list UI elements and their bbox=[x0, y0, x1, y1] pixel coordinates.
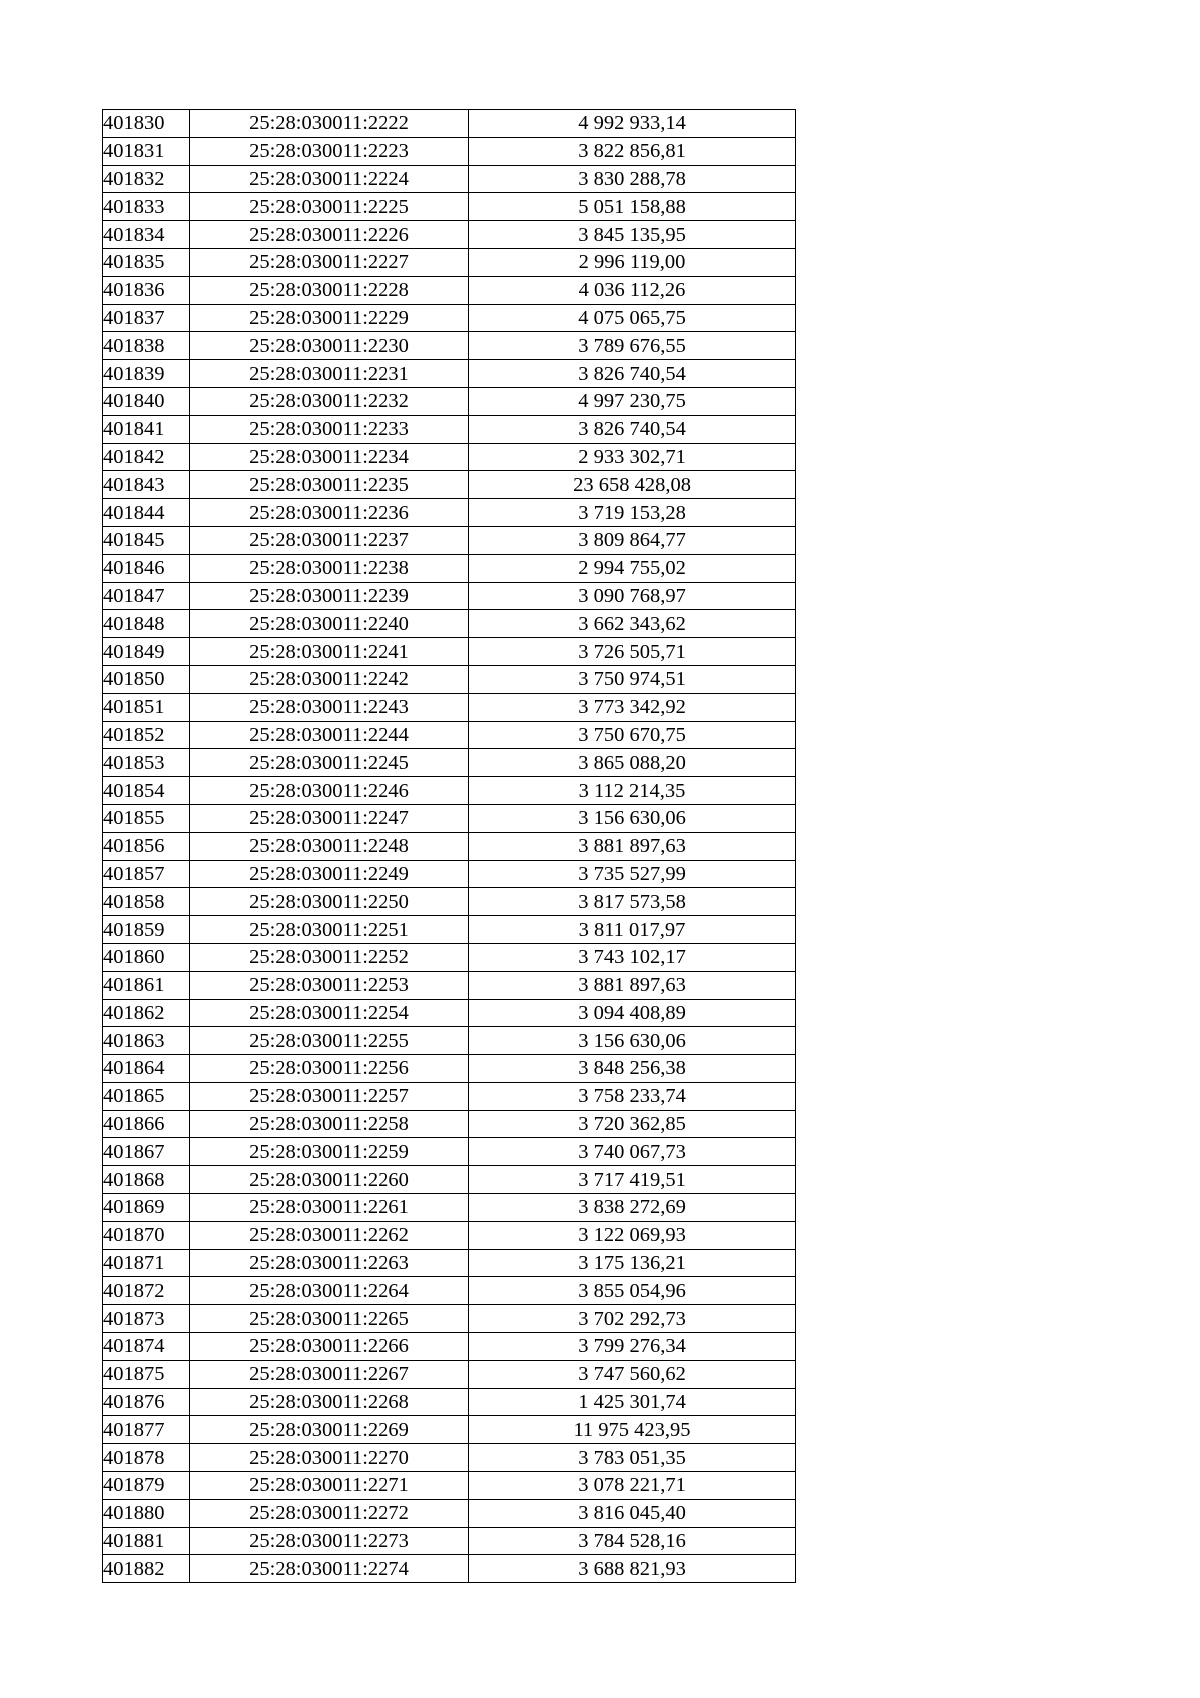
table-row bbox=[103, 1360, 796, 1388]
row-number-cell: 401861 bbox=[103, 971, 190, 999]
cadastral-number-cell: 25:28:030011:2236 bbox=[190, 499, 469, 527]
cadastral-number-cell: 25:28:030011:2270 bbox=[190, 1444, 469, 1472]
cadastral-number-cell: 25:28:030011:2231 bbox=[190, 360, 469, 388]
cadastral-number-cell: 25:28:030011:2230 bbox=[190, 332, 469, 360]
table-row bbox=[103, 193, 796, 221]
table-row bbox=[103, 665, 796, 693]
row-number-cell: 401872 bbox=[103, 1277, 190, 1305]
row-number-cell: 401848 bbox=[103, 610, 190, 638]
row-number-cell: 401865 bbox=[103, 1082, 190, 1110]
table-row bbox=[103, 1110, 796, 1138]
row-number-cell: 401850 bbox=[103, 665, 190, 693]
cadastral-value-cell: 23 658 428,08 bbox=[469, 471, 796, 499]
cadastral-number-cell: 25:28:030011:2265 bbox=[190, 1305, 469, 1333]
row-number-cell: 401853 bbox=[103, 749, 190, 777]
cadastral-number-cell: 25:28:030011:2232 bbox=[190, 387, 469, 415]
cadastral-number-cell: 25:28:030011:2271 bbox=[190, 1472, 469, 1500]
cadastral-value-cell: 3 688 821,93 bbox=[469, 1555, 796, 1583]
cadastral-number-cell: 25:28:030011:2267 bbox=[190, 1360, 469, 1388]
table-row bbox=[103, 582, 796, 610]
row-number-cell: 401867 bbox=[103, 1138, 190, 1166]
row-number-cell: 401863 bbox=[103, 1027, 190, 1055]
cadastral-value-cell: 2 933 302,71 bbox=[469, 443, 796, 471]
row-number-cell: 401840 bbox=[103, 387, 190, 415]
table-row bbox=[103, 804, 796, 832]
table-row bbox=[103, 1194, 796, 1222]
row-number-cell: 401835 bbox=[103, 248, 190, 276]
cadastral-value-cell: 3 826 740,54 bbox=[469, 415, 796, 443]
table-row bbox=[103, 832, 796, 860]
cadastral-value-cell: 3 175 136,21 bbox=[469, 1249, 796, 1277]
row-number-cell: 401876 bbox=[103, 1388, 190, 1416]
table-row bbox=[103, 221, 796, 249]
cadastral-value-cell: 3 090 768,97 bbox=[469, 582, 796, 610]
table-row bbox=[103, 971, 796, 999]
row-number-cell: 401845 bbox=[103, 526, 190, 554]
table-row bbox=[103, 1138, 796, 1166]
row-number-cell: 401859 bbox=[103, 916, 190, 944]
cadastral-value-cell: 3 789 676,55 bbox=[469, 332, 796, 360]
table-row bbox=[103, 1249, 796, 1277]
row-number-cell: 401846 bbox=[103, 554, 190, 582]
row-number-cell: 401832 bbox=[103, 165, 190, 193]
cadastral-value-cell: 3 156 630,06 bbox=[469, 1027, 796, 1055]
cadastral-number-cell: 25:28:030011:2252 bbox=[190, 943, 469, 971]
cadastral-number-cell: 25:28:030011:2269 bbox=[190, 1416, 469, 1444]
cadastral-number-cell: 25:28:030011:2240 bbox=[190, 610, 469, 638]
table-row bbox=[103, 1333, 796, 1361]
table-row bbox=[103, 248, 796, 276]
cadastral-value-cell: 5 051 158,88 bbox=[469, 193, 796, 221]
cadastral-value-cell: 3 662 343,62 bbox=[469, 610, 796, 638]
cadastral-number-cell: 25:28:030011:2255 bbox=[190, 1027, 469, 1055]
cadastral-value-cell: 3 735 527,99 bbox=[469, 860, 796, 888]
cadastral-value-cell: 3 799 276,34 bbox=[469, 1333, 796, 1361]
cadastral-number-cell: 25:28:030011:2253 bbox=[190, 971, 469, 999]
cadastral-value-cell: 3 758 233,74 bbox=[469, 1082, 796, 1110]
table-row bbox=[103, 1388, 796, 1416]
cadastral-value-cell: 4 992 933,14 bbox=[469, 110, 796, 138]
table-row bbox=[103, 749, 796, 777]
cadastral-value-cell: 3 726 505,71 bbox=[469, 638, 796, 666]
table-row bbox=[103, 888, 796, 916]
row-number-cell: 401873 bbox=[103, 1305, 190, 1333]
cadastral-value-cell: 3 720 362,85 bbox=[469, 1110, 796, 1138]
table-row bbox=[103, 1277, 796, 1305]
row-number-cell: 401860 bbox=[103, 943, 190, 971]
table-row bbox=[103, 443, 796, 471]
cadastral-number-cell: 25:28:030011:2241 bbox=[190, 638, 469, 666]
cadastral-value-cell: 3 743 102,17 bbox=[469, 943, 796, 971]
row-number-cell: 401866 bbox=[103, 1110, 190, 1138]
cadastral-value-cell: 1 425 301,74 bbox=[469, 1388, 796, 1416]
table-row bbox=[103, 1444, 796, 1472]
cadastral-number-cell: 25:28:030011:2260 bbox=[190, 1166, 469, 1194]
cadastral-number-cell: 25:28:030011:2246 bbox=[190, 777, 469, 805]
row-number-cell: 401880 bbox=[103, 1499, 190, 1527]
row-number-cell: 401868 bbox=[103, 1166, 190, 1194]
row-number-cell: 401874 bbox=[103, 1333, 190, 1361]
cadastral-number-cell: 25:28:030011:2229 bbox=[190, 304, 469, 332]
cadastral-value-cell: 3 830 288,78 bbox=[469, 165, 796, 193]
table-row bbox=[103, 276, 796, 304]
table-row bbox=[103, 110, 796, 138]
table-row bbox=[103, 526, 796, 554]
cadastral-number-cell: 25:28:030011:2262 bbox=[190, 1221, 469, 1249]
cadastral-number-cell: 25:28:030011:2235 bbox=[190, 471, 469, 499]
table-row bbox=[103, 638, 796, 666]
table-row bbox=[103, 1527, 796, 1555]
cadastral-value-cell: 3 750 974,51 bbox=[469, 665, 796, 693]
row-number-cell: 401855 bbox=[103, 804, 190, 832]
table-row bbox=[103, 1221, 796, 1249]
row-number-cell: 401875 bbox=[103, 1360, 190, 1388]
table-row bbox=[103, 693, 796, 721]
cadastral-value-cell: 3 717 419,51 bbox=[469, 1166, 796, 1194]
cadastral-number-cell: 25:28:030011:2273 bbox=[190, 1527, 469, 1555]
table-row bbox=[103, 1166, 796, 1194]
table-row bbox=[103, 999, 796, 1027]
table-row bbox=[103, 304, 796, 332]
table-row bbox=[103, 387, 796, 415]
table-row bbox=[103, 777, 796, 805]
cadastral-number-cell: 25:28:030011:2224 bbox=[190, 165, 469, 193]
table-row bbox=[103, 165, 796, 193]
row-number-cell: 401841 bbox=[103, 415, 190, 443]
row-number-cell: 401882 bbox=[103, 1555, 190, 1583]
cadastral-number-cell: 25:28:030011:2226 bbox=[190, 221, 469, 249]
table-row bbox=[103, 1499, 796, 1527]
cadastral-number-cell: 25:28:030011:2234 bbox=[190, 443, 469, 471]
cadastral-value-table bbox=[102, 109, 796, 1583]
table-row bbox=[103, 332, 796, 360]
cadastral-number-cell: 25:28:030011:2261 bbox=[190, 1194, 469, 1222]
row-number-cell: 401877 bbox=[103, 1416, 190, 1444]
cadastral-number-cell: 25:28:030011:2248 bbox=[190, 832, 469, 860]
row-number-cell: 401833 bbox=[103, 193, 190, 221]
cadastral-value-cell: 3 845 135,95 bbox=[469, 221, 796, 249]
row-number-cell: 401842 bbox=[103, 443, 190, 471]
row-number-cell: 401881 bbox=[103, 1527, 190, 1555]
cadastral-value-cell: 3 838 272,69 bbox=[469, 1194, 796, 1222]
cadastral-number-cell: 25:28:030011:2272 bbox=[190, 1499, 469, 1527]
cadastral-value-cell: 3 112 214,35 bbox=[469, 777, 796, 805]
cadastral-value-cell: 2 994 755,02 bbox=[469, 554, 796, 582]
cadastral-number-cell: 25:28:030011:2233 bbox=[190, 415, 469, 443]
row-number-cell: 401870 bbox=[103, 1221, 190, 1249]
table-row bbox=[103, 943, 796, 971]
cadastral-number-cell: 25:28:030011:2237 bbox=[190, 526, 469, 554]
cadastral-number-cell: 25:28:030011:2251 bbox=[190, 916, 469, 944]
cadastral-value-cell: 3 811 017,97 bbox=[469, 916, 796, 944]
table-row bbox=[103, 1027, 796, 1055]
table-row bbox=[103, 1472, 796, 1500]
cadastral-number-cell: 25:28:030011:2257 bbox=[190, 1082, 469, 1110]
row-number-cell: 401857 bbox=[103, 860, 190, 888]
cadastral-value-cell: 2 996 119,00 bbox=[469, 248, 796, 276]
row-number-cell: 401852 bbox=[103, 721, 190, 749]
cadastral-value-cell: 3 719 153,28 bbox=[469, 499, 796, 527]
cadastral-value-cell: 3 809 864,77 bbox=[469, 526, 796, 554]
cadastral-number-cell: 25:28:030011:2268 bbox=[190, 1388, 469, 1416]
cadastral-number-cell: 25:28:030011:2249 bbox=[190, 860, 469, 888]
table-row bbox=[103, 471, 796, 499]
row-number-cell: 401869 bbox=[103, 1194, 190, 1222]
cadastral-number-cell: 25:28:030011:2243 bbox=[190, 693, 469, 721]
row-number-cell: 401834 bbox=[103, 221, 190, 249]
row-number-cell: 401864 bbox=[103, 1055, 190, 1083]
row-number-cell: 401831 bbox=[103, 137, 190, 165]
cadastral-value-cell: 3 750 670,75 bbox=[469, 721, 796, 749]
table-row bbox=[103, 415, 796, 443]
table-row bbox=[103, 137, 796, 165]
row-number-cell: 401851 bbox=[103, 693, 190, 721]
cadastral-value-cell: 3 078 221,71 bbox=[469, 1472, 796, 1500]
cadastral-value-cell: 3 848 256,38 bbox=[469, 1055, 796, 1083]
row-number-cell: 401843 bbox=[103, 471, 190, 499]
table-body bbox=[103, 110, 796, 1583]
row-number-cell: 401871 bbox=[103, 1249, 190, 1277]
cadastral-number-cell: 25:28:030011:2244 bbox=[190, 721, 469, 749]
table-row bbox=[103, 554, 796, 582]
row-number-cell: 401879 bbox=[103, 1472, 190, 1500]
cadastral-value-cell: 3 784 528,16 bbox=[469, 1527, 796, 1555]
cadastral-value-cell: 3 156 630,06 bbox=[469, 804, 796, 832]
cadastral-value-cell: 3 881 897,63 bbox=[469, 832, 796, 860]
cadastral-number-cell: 25:28:030011:2225 bbox=[190, 193, 469, 221]
cadastral-value-cell: 3 816 045,40 bbox=[469, 1499, 796, 1527]
cadastral-value-cell: 3 783 051,35 bbox=[469, 1444, 796, 1472]
cadastral-number-cell: 25:28:030011:2266 bbox=[190, 1333, 469, 1361]
table-row bbox=[103, 860, 796, 888]
row-number-cell: 401844 bbox=[103, 499, 190, 527]
cadastral-number-cell: 25:28:030011:2254 bbox=[190, 999, 469, 1027]
cadastral-value-cell: 3 865 088,20 bbox=[469, 749, 796, 777]
cadastral-value-cell: 3 817 573,58 bbox=[469, 888, 796, 916]
cadastral-value-cell: 3 773 342,92 bbox=[469, 693, 796, 721]
table-row bbox=[103, 916, 796, 944]
cadastral-number-cell: 25:28:030011:2238 bbox=[190, 554, 469, 582]
cadastral-number-cell: 25:28:030011:2242 bbox=[190, 665, 469, 693]
cadastral-number-cell: 25:28:030011:2250 bbox=[190, 888, 469, 916]
cadastral-number-cell: 25:28:030011:2264 bbox=[190, 1277, 469, 1305]
cadastral-value-cell: 3 702 292,73 bbox=[469, 1305, 796, 1333]
table-row bbox=[103, 610, 796, 638]
row-number-cell: 401849 bbox=[103, 638, 190, 666]
table-row bbox=[103, 1082, 796, 1110]
cadastral-value-cell: 4 036 112,26 bbox=[469, 276, 796, 304]
cadastral-value-cell: 3 122 069,93 bbox=[469, 1221, 796, 1249]
row-number-cell: 401836 bbox=[103, 276, 190, 304]
cadastral-number-cell: 25:28:030011:2227 bbox=[190, 248, 469, 276]
cadastral-value-cell: 4 075 065,75 bbox=[469, 304, 796, 332]
cadastral-number-cell: 25:28:030011:2256 bbox=[190, 1055, 469, 1083]
table-row bbox=[103, 1055, 796, 1083]
row-number-cell: 401862 bbox=[103, 999, 190, 1027]
row-number-cell: 401837 bbox=[103, 304, 190, 332]
table-row bbox=[103, 1555, 796, 1583]
row-number-cell: 401839 bbox=[103, 360, 190, 388]
cadastral-number-cell: 25:28:030011:2223 bbox=[190, 137, 469, 165]
row-number-cell: 401878 bbox=[103, 1444, 190, 1472]
cadastral-number-cell: 25:28:030011:2274 bbox=[190, 1555, 469, 1583]
cadastral-value-cell: 3 826 740,54 bbox=[469, 360, 796, 388]
cadastral-value-cell: 3 094 408,89 bbox=[469, 999, 796, 1027]
cadastral-number-cell: 25:28:030011:2247 bbox=[190, 804, 469, 832]
table-row bbox=[103, 1305, 796, 1333]
row-number-cell: 401854 bbox=[103, 777, 190, 805]
table-row bbox=[103, 1416, 796, 1444]
table-row bbox=[103, 721, 796, 749]
cadastral-value-cell: 3 881 897,63 bbox=[469, 971, 796, 999]
cadastral-number-cell: 25:28:030011:2245 bbox=[190, 749, 469, 777]
cadastral-number-cell: 25:28:030011:2259 bbox=[190, 1138, 469, 1166]
cadastral-number-cell: 25:28:030011:2258 bbox=[190, 1110, 469, 1138]
row-number-cell: 401847 bbox=[103, 582, 190, 610]
row-number-cell: 401858 bbox=[103, 888, 190, 916]
cadastral-number-cell: 25:28:030011:2228 bbox=[190, 276, 469, 304]
cadastral-number-cell: 25:28:030011:2222 bbox=[190, 110, 469, 138]
cadastral-value-cell: 3 740 067,73 bbox=[469, 1138, 796, 1166]
table-row bbox=[103, 360, 796, 388]
row-number-cell: 401838 bbox=[103, 332, 190, 360]
cadastral-value-cell: 3 855 054,96 bbox=[469, 1277, 796, 1305]
cadastral-value-cell: 11 975 423,95 bbox=[469, 1416, 796, 1444]
table-row bbox=[103, 499, 796, 527]
cadastral-number-cell: 25:28:030011:2263 bbox=[190, 1249, 469, 1277]
cadastral-value-cell: 3 747 560,62 bbox=[469, 1360, 796, 1388]
cadastral-number-cell: 25:28:030011:2239 bbox=[190, 582, 469, 610]
row-number-cell: 401830 bbox=[103, 110, 190, 138]
cadastral-value-cell: 3 822 856,81 bbox=[469, 137, 796, 165]
cadastral-value-cell: 4 997 230,75 bbox=[469, 387, 796, 415]
row-number-cell: 401856 bbox=[103, 832, 190, 860]
